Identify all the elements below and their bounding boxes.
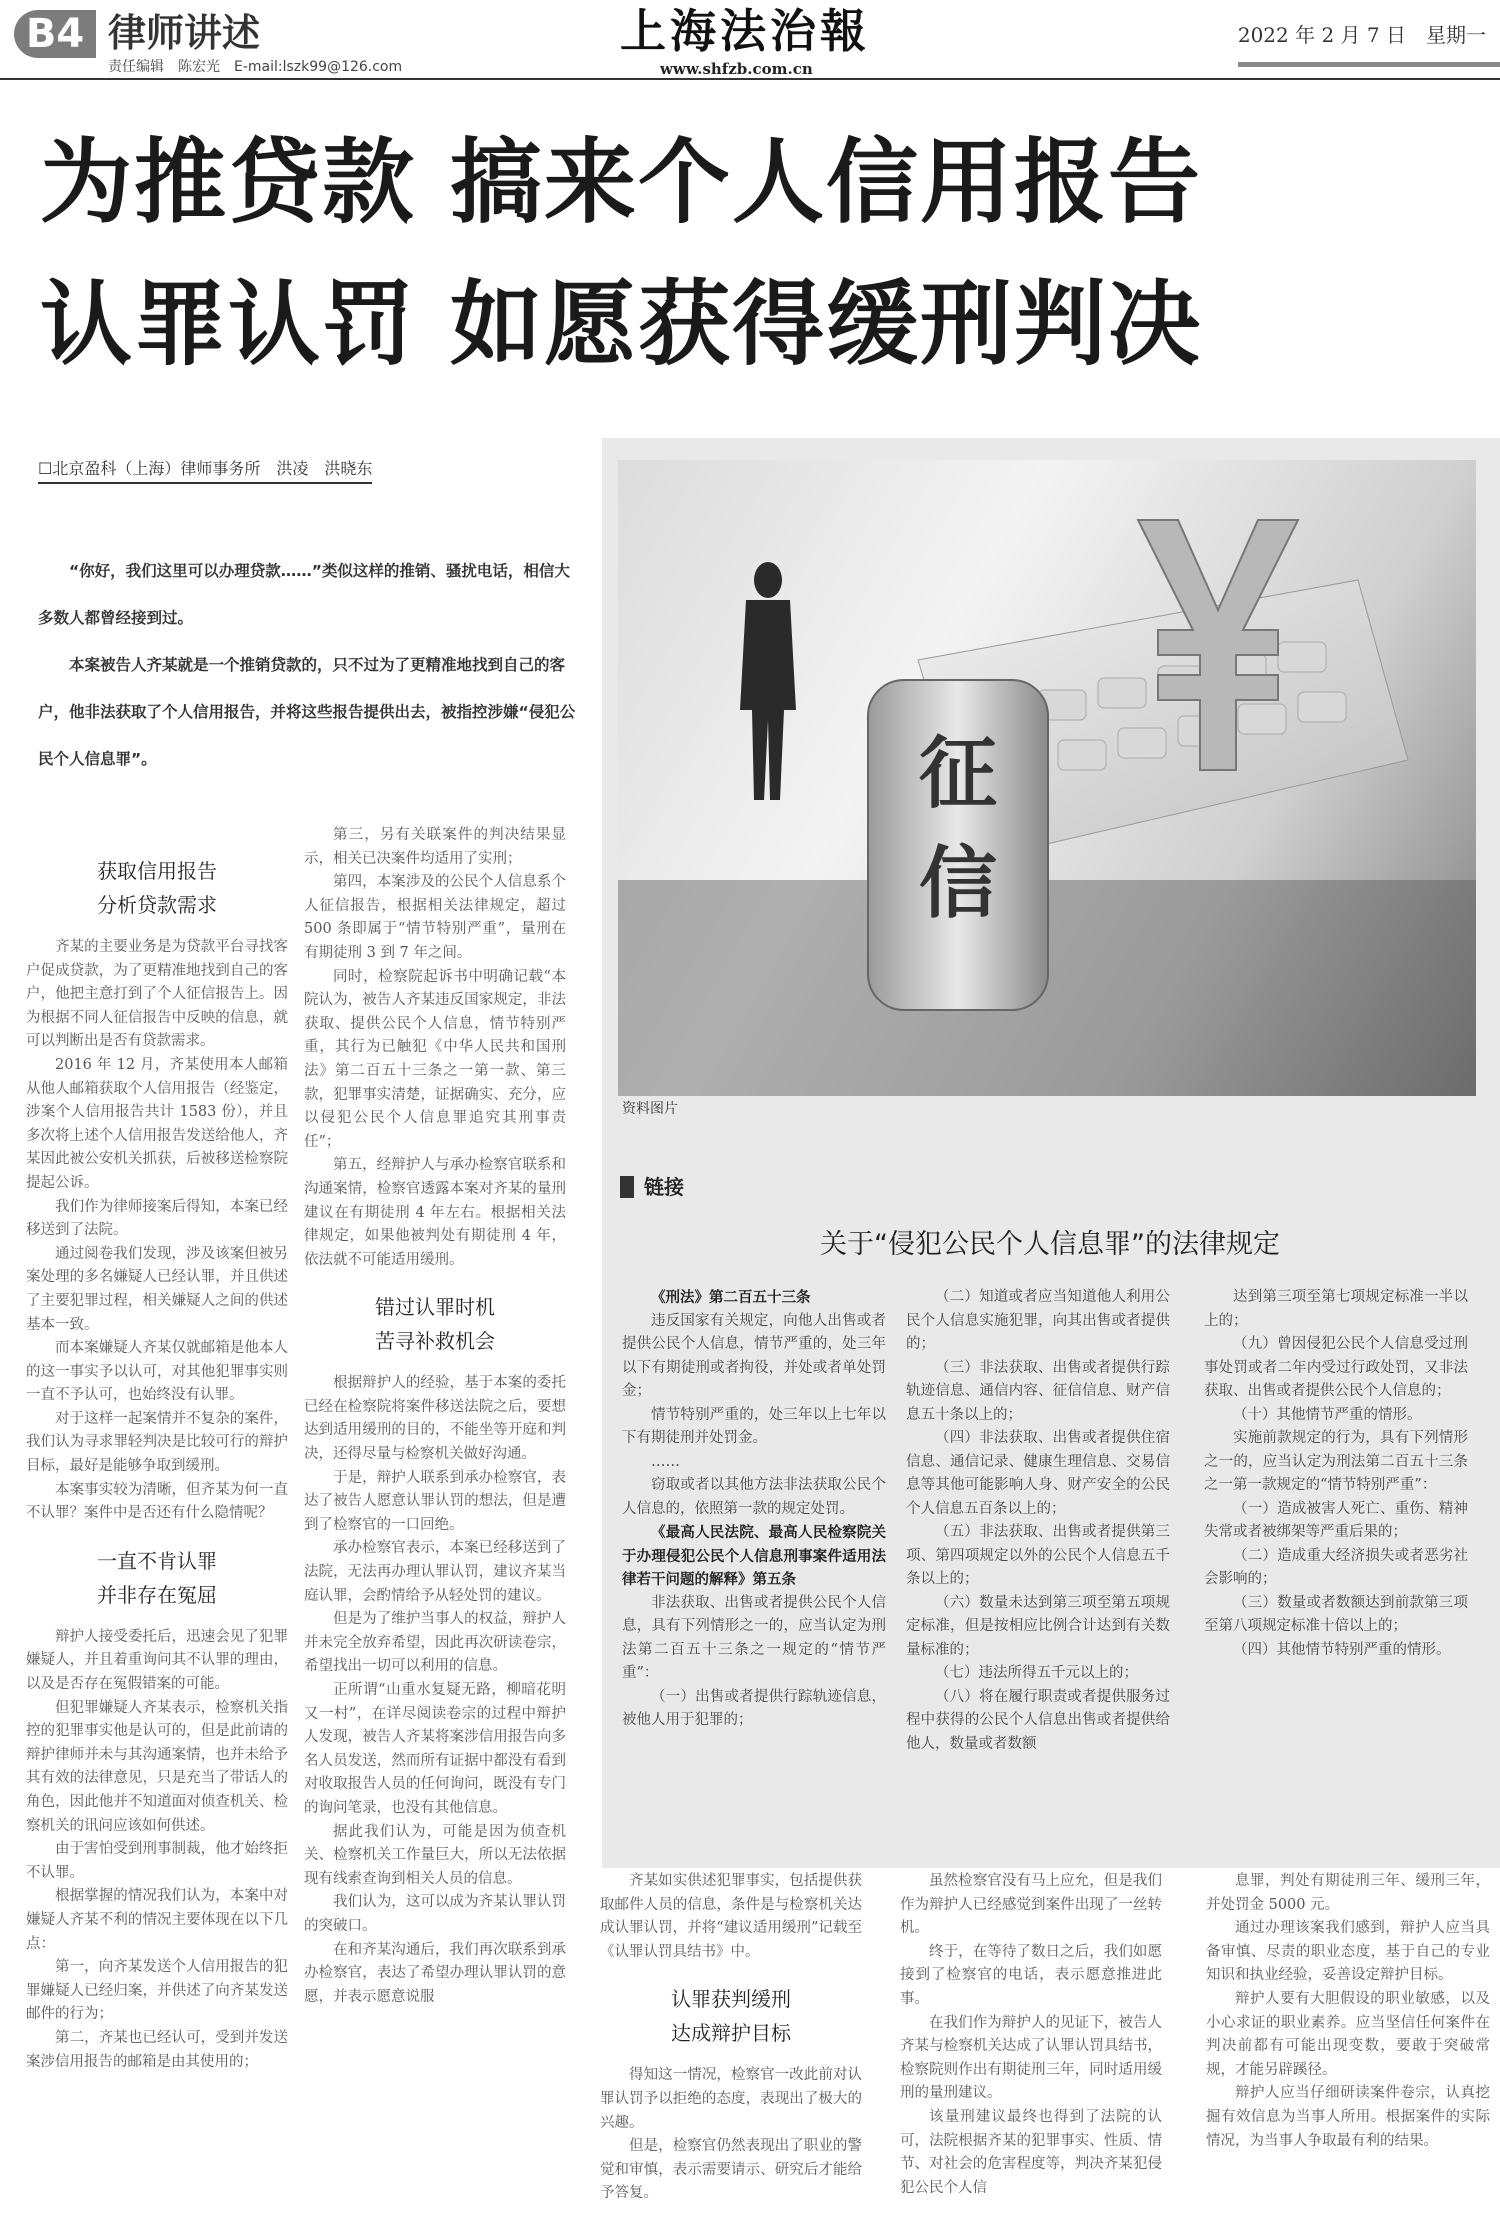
article-paragraph: 根据辩护人的经验，基于本案的委托已经在检察院将案件移送法院之后，要想达到适用缓刑的目的，不能坐等开庭和判决，还得尽量与检察机关做好沟通。 <box>304 1375 566 1463</box>
article-paragraph: 我们认为，这可以成为齐某认罪认罚的突破口。 <box>304 1894 566 1934</box>
law-paragraph: 达到第三项至第七项规定标准一半以上的； <box>1204 1289 1468 1329</box>
sidebar-column-3 <box>1204 1286 1468 1662</box>
sidebar-column-2 <box>906 1286 1170 1756</box>
law-paragraph: （三）非法获取、出售或者提供行踪轨迹信息、通信内容、征信信息、财产信息五十条以上的； <box>906 1359 1170 1423</box>
article-paragraph: 我们作为律师接案后得知，本案已经移送到了法院。 <box>26 1198 288 1239</box>
article-column-2 <box>304 824 566 2009</box>
law-paragraph: （二）知道或者应当知道他人利用公民个人信息实施犯罪，向其出售或者提供的； <box>906 1289 1170 1352</box>
credit-illustration <box>618 460 1476 1096</box>
article-paragraph: 息罪，判处有期徒刑三年、缓刑三年，并处罚金 5000 元。 <box>1206 1873 1490 1913</box>
article-paragraph: 但是，检察官仍然表现出了职业的警觉和审慎，表示需要请示、研究后才能给予答复。 <box>600 2138 862 2202</box>
sidebar-title: 关于“侵犯公民个人信息罪”的法律规定 <box>820 1229 1280 1260</box>
photo-caption: 资料图片 <box>622 1101 678 1117</box>
law-paragraph: （七）违法所得五千元以上的； <box>935 1665 1138 1681</box>
byline: ☐北京盈科（上海）律师事务所 洪凌 洪晓东 <box>38 458 372 484</box>
issue-date: 2022 年 2 月 7 日 星期一 <box>1237 23 1486 47</box>
law-citation: 《刑法》第二百五十三条 <box>651 1289 811 1306</box>
article-paragraph: 在我们作为辩护人的见证下，被告人齐某与检察机关达成了认罪认罚具结书，检察院则作出有期徒刑三年，同时适用缓刑的量刑建议。 <box>900 2014 1162 2102</box>
article-paragraph: 于是，辩护人联系到承办检察官，表达了被告人愿意认罪认罚的想法，但是遭到了检察官的一口回绝。 <box>304 1469 566 1533</box>
header-rule <box>1238 62 1500 67</box>
law-paragraph: （九）曾因侵犯公民个人信息受过刑事处罚或者二年内受过行政处罚，又非法获取、出售或者提供公民个人信息的； <box>1204 1336 1468 1399</box>
lead-text: 本案被告人齐某就是一个推销贷款的，只不过为了更精准地找到自己的客户，他非法获取了个人信用报告，并将这些报告提供出去，被指控涉嫌“侵犯公民个人信息罪”。 <box>38 656 576 768</box>
credit-sign-char-2: 信 <box>918 839 998 929</box>
credit-sign-char-1: 征 <box>918 729 998 819</box>
law-paragraph: …… <box>651 1453 680 1470</box>
article-paragraph: 辩护人接受委托后，迅速会见了犯罪嫌疑人，并且着重询问其不认罪的理由，以及是否存在冤假错案的可能。 <box>26 1628 288 1693</box>
article-paragraph: 根据掌握的情况我们认为，本案中对嫌疑人齐某不利的情况主要体现在以下几点： <box>26 1888 288 1952</box>
article-paragraph: 正所谓“山重水复疑无路，柳暗花明又一村”，在详尽阅读卷宗的过程中辩护人发现，被告人齐某将案涉信用报告向多名人员发送，然而所有证据中都没有看到对收取报告人员的任何询问，既没有专门的询问笔录，也没有其他信息。 <box>304 1682 566 1816</box>
lead-paragraph <box>38 548 578 783</box>
article-paragraph: 辩护人应当仔细研读案件卷宗，认真挖掘有效信息为当事人所用。根据案件的实际情况，为当事人争取最有利的结果。 <box>1206 2085 1490 2149</box>
headline-line-1: 为推贷款 搞来个人信用报告 <box>40 129 1203 236</box>
editor-credit: 责任编辑 陈宏光 E-mail:lszk99@126.com <box>108 59 403 75</box>
article-column-3 <box>600 1870 862 2206</box>
article-paragraph: 对于这样一起案情并不复杂的案件，我们认为寻求罪轻判决是比较可行的辩护目标，最好是能够争取到缓刑。 <box>26 1410 288 1475</box>
law-paragraph: （十）其他情节严重的情形。 <box>1233 1406 1422 1423</box>
law-paragraph: 窃取或者以其他方法非法获取公民个人信息的，依照第一款的规定处罚。 <box>622 1477 886 1517</box>
headline-line-2: 认罪认罚 如愿获得缓刑判决 <box>40 271 1203 378</box>
law-paragraph: （五）非法获取、出售或者提供第三项、第四项规定以外的公民个人信息五千条以上的； <box>906 1524 1170 1587</box>
law-paragraph: （六）数量未达到第三项至第五项规定标准，但是按相应比例合计达到有关数量标准的； <box>906 1594 1170 1658</box>
article-paragraph: 本案事实较为清晰，但齐某为何一直不认罪？案件中是否还有什么隐情呢？ <box>26 1481 288 1522</box>
article-paragraph: 第五，经辩护人与承办检察官联系和沟通案情，检察官透露本案对齐某的量刑建议在有期徒刑 4 年左右。根据相关法律规定，如果他被判处有期徒刑 4 年，依法就不可能适用缓刑。 <box>304 1157 566 1268</box>
article-paragraph: 由于害怕受到刑事制裁，他才始终拒不认罪。 <box>26 1841 288 1881</box>
article-paragraph: 据此我们认为，可能是因为侦查机关、检察机关工作量巨大，所以无法依据现有线索查询到相关人员的信息。 <box>304 1823 566 1887</box>
law-paragraph: 情节特别严重的，处三年以上七年以下有期徒刑并处罚金。 <box>622 1406 886 1446</box>
page-number-badge: B4 <box>14 10 96 58</box>
article-paragraph: 第三，另有关联案件的判决结果显示，相关已决案件均适用了实刑； <box>304 827 566 867</box>
law-paragraph: （三）数量或者数额达到前款第三项至第八项规定标准十倍以上的； <box>1204 1594 1468 1634</box>
law-paragraph: 实施前款规定的行为，具有下列情形之一的，应当认定为刑法第二百五十三条之一第一款规定的“情节特别严重”： <box>1204 1430 1468 1493</box>
law-paragraph: （一）出售或者提供行踪轨迹信息，被他人用于犯罪的； <box>622 1688 886 1728</box>
article-column-5 <box>1206 1870 1490 2153</box>
article-paragraph: 而本案嫌疑人齐某仅就邮箱是他本人的这一事实予以认可，对其他犯罪事实则一直不予认可，也始终没有认罪。 <box>26 1340 288 1404</box>
page-header <box>0 0 1500 80</box>
article-paragraph: 但是为了维护当事人的权益，辩护人并未完全放弃希望，因此再次研读卷宗，希望找出一切可以利用的信息。 <box>304 1611 566 1675</box>
article-paragraph: 齐某的主要业务是为贷款平台寻找客户促成贷款，为了更精准地找到自己的客户，他把主意打到了个人征信报告上。因为根据不同人征信报告中反映的信息，就可以判断出是否有贷款需求。 <box>26 939 288 1050</box>
article-paragraph: 虽然检察官没有马上应允，但是我们作为辩护人已经感觉到案件出现了一丝转机。 <box>900 1873 1162 1937</box>
article-paragraph: 第一，向齐某发送个人信用报告的犯罪嫌疑人已经归案，并供述了向齐某发送邮件的行为； <box>26 1959 288 2023</box>
section-title: 律师讲述 <box>108 11 261 55</box>
law-paragraph: （一）造成被害人死亡、重伤、精神失常或者被绑架等严重后果的； <box>1204 1500 1468 1540</box>
law-paragraph: 非法获取、出售或者提供公民个人信息，具有下列情形之一的，应当认定为刑法第二百五十三条之一规定的“情节严重”： <box>622 1594 886 1681</box>
article-paragraph: 得知这一情况，检察官一改此前对认罪认罚予以拒绝的态度，表现出了极大的兴趣。 <box>600 2067 862 2131</box>
article-paragraph: 第二，齐某也已经认可，受到并发送案涉信用报告的邮箱是由其使用的； <box>26 2029 288 2070</box>
article-paragraph: 终于，在等待了数日之后，我们如愿接到了检察官的电话，表示愿意推进此事。 <box>900 1943 1162 2007</box>
article-subhead: 获取信用报告 分析贷款需求 <box>97 859 217 917</box>
sidebar-column-1 <box>622 1286 886 1733</box>
law-paragraph: （八）将在履行职责或者提供服务过程中获得的公民个人信息出售或者提供给他人，数量或者数额 <box>906 1688 1170 1752</box>
article-paragraph: 辩护人要有大胆假设的职业敏感，以及小心求证的职业素养。应当坚信任何案件在判决前都有可能出现变数，要敢于突破常规，才能另辟蹊径。 <box>1206 1990 1490 2078</box>
article-subhead: 错过认罪时机 苦寻补救机会 <box>375 1295 495 1354</box>
law-paragraph: （二）造成重大经济损失或者恶劣社会影响的； <box>1204 1547 1468 1587</box>
law-citation: 《最高人民法院、最高人民检察院关于办理侵犯公民个人信息刑事案件适用法律若干问题的解释》第五条 <box>622 1524 886 1588</box>
website-url[interactable]: www.shfzb.com.cn <box>660 60 813 78</box>
article-column-4 <box>900 1870 1162 2200</box>
law-paragraph: （四）非法获取、出售或者提供住宿信息、通信记录、健康生理信息、交易信息等其他可能影响人身、财产安全的公民个人信息五百条以上的； <box>906 1430 1170 1517</box>
article-paragraph: 同时，检察院起诉书中明确记载“本院认为，被告人齐某违反国家规定，非法获取、提供公民个人信息，情节特别严重，其行为已触犯《中华人民共和国刑法》第二百五十三条之一第一款、第三款，犯罪事实清楚，证据确实、充分，应以侵犯公民个人信息罪追究其刑事责任”； <box>304 968 566 1150</box>
article-paragraph: 承办检察官表示，本案已经移送到了法院，无法再办理认罪认罚，建议齐某当庭认罪，会酌情给予从轻处罚的建议。 <box>304 1540 566 1604</box>
article-paragraph: 通过办理该案我们感到，辩护人应当具备审慎、尽责的职业态度，基于自己的专业知识和执业经验，妥善设定辩护目标。 <box>1206 1920 1490 1984</box>
law-paragraph: （四）其他情节特别严重的情形。 <box>1233 1641 1451 1658</box>
newspaper-masthead-logo: 上海法治報 <box>620 4 870 58</box>
lead-text: “你好，我们这里可以办理贷款……”类似这样的推销、骚扰电话，相信大多数人都曾经接到过。 <box>38 562 570 627</box>
article-paragraph: 该量刑建议最终也得到了法院的认可，法院根据齐某的犯罪事实、性质、情节、对社会的危害程度等，判决齐某犯侵犯公民个人信 <box>900 2108 1162 2196</box>
article-subhead: 一直不肯认罪 并非存在冤屈 <box>97 1548 217 1607</box>
article-subhead: 认罪获判缓刑 达成辩护目标 <box>671 1987 791 2046</box>
article-column-1 <box>26 836 288 2074</box>
article-paragraph: 齐某如实供述犯罪事实，包括提供获取邮件人员的信息，条件是与检察机关达成认罪认罚，并将“建议适用缓刑”记载至《认罪认罚具结书》中。 <box>600 1873 862 1960</box>
article-photo <box>618 460 1476 1096</box>
article-paragraph: 第四，本案涉及的公民个人信息系个人征信报告，根据相关法律规定，超过 500 条即属于“情节特别严重”，量刑在有期徒刑 3 到 7 年之间。 <box>304 874 566 961</box>
article-paragraph: 在和齐某沟通后，我们再次联系到承办检察官，表达了希望办理认罪认罚的意愿，并表示愿意说服 <box>304 1941 566 2005</box>
article-paragraph: 2016 年 12 月，齐某使用本人邮箱从他人邮箱获取个人信用报告（经鉴定，涉案个人信用报告共计 1583 份），并且多次将上述个人信用报告发送给他人，齐某因此被公安机关抓获，后被移送检察院提起公诉。 <box>26 1056 288 1191</box>
article-paragraph: 通过阅卷我们发现，涉及该案但被另案处理的多名嫌疑人已经认罪，并且供述了主要犯罪过程，相关嫌疑人之间的供述基本一致。 <box>26 1245 288 1333</box>
law-paragraph: 违反国家有关规定，向他人出售或者提供公民个人信息，情节严重的，处三年以下有期徒刑或者拘役，并处或者单处罚金； <box>622 1312 886 1399</box>
sidebar-tag: 链接 <box>620 1174 684 1200</box>
article-paragraph: 但犯罪嫌疑人齐某表示，检察机关指控的犯罪事实他是认可的，但是此前请的辩护律师并未与其沟通案情，也并未给予其有效的法律意见，只是充当了带话人的角色，因此他并不知道面对侦查机关、检察机关的讯问应该如何供述。 <box>26 1699 288 1834</box>
